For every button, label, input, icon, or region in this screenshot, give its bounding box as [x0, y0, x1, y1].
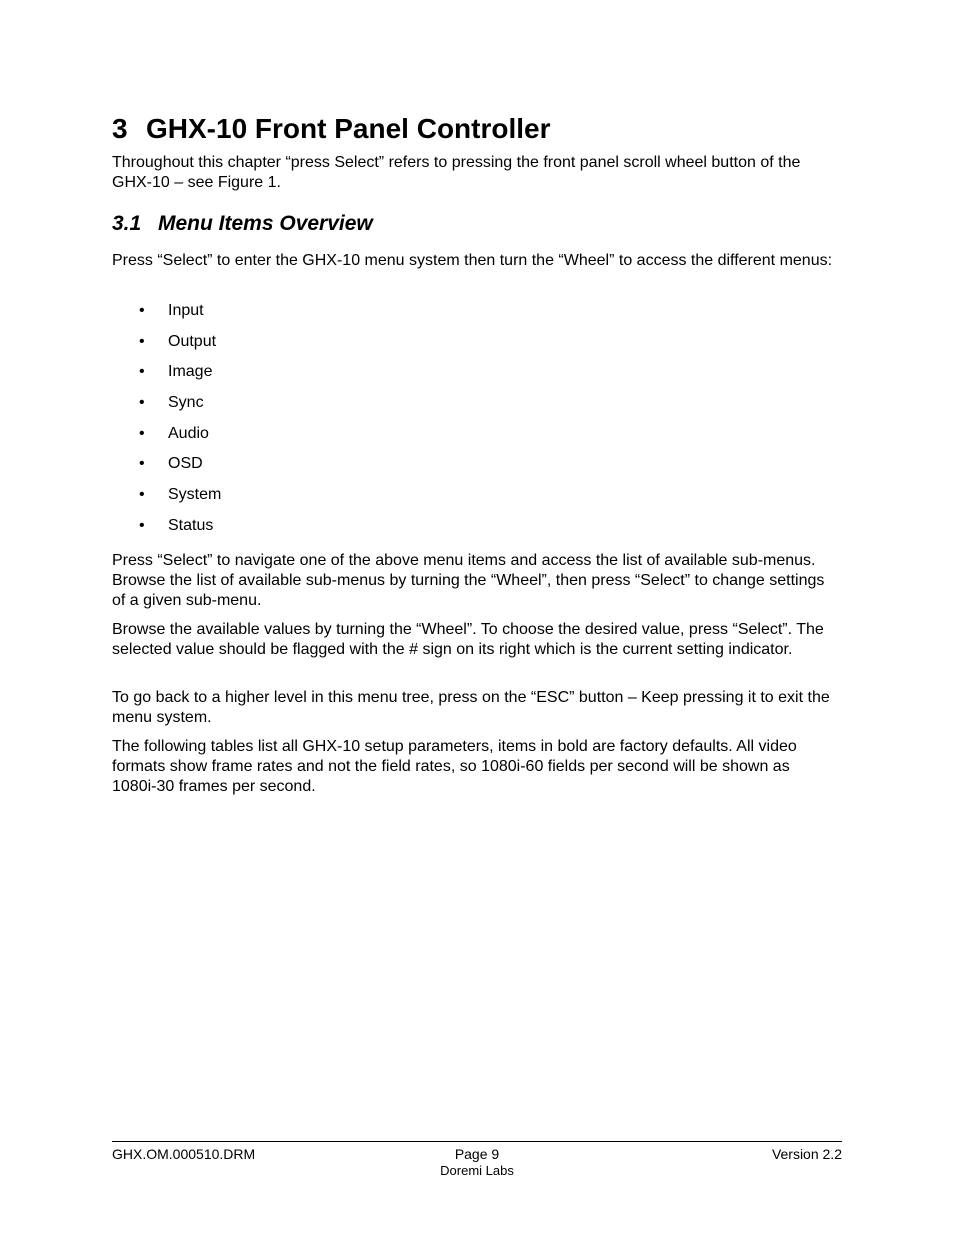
bullet-icon: •	[139, 302, 145, 319]
navigate-paragraph: Press “Select” to navigate one of the above menu items and access the list of available sub-menus. Browse the list of available sub-menus by turning the “Wheel”, then press “Select” to change settings of a given sub-menu.	[112, 552, 825, 609]
chapter-title: GHX-10 Front Panel Controller	[146, 113, 551, 144]
list-item-label: OSD	[168, 455, 203, 473]
footer-version: Version 2.2	[771, 1146, 842, 1162]
bullet-icon: •	[139, 516, 145, 534]
footer-doc-id: GHX.OM.000510.DRM	[112, 1146, 256, 1162]
list-item-label: Audio	[168, 424, 209, 442]
bullet-icon: •	[139, 363, 145, 381]
chapter-number: 3	[112, 113, 128, 144]
section-number: 3.1	[112, 212, 142, 235]
list-item-label: Output	[168, 332, 217, 350]
footer-page-number: Page 9	[454, 1146, 500, 1162]
bullet-icon: •	[139, 486, 145, 504]
bullet-icon: •	[139, 455, 145, 473]
browse-values-paragraph: Browse the available values by turning the “Wheel”. To choose the desired value, press “Select”. The selected value should be flagged with the # sign on its right which is the current setting indicator.	[112, 621, 824, 658]
bullet-icon: •	[139, 424, 145, 442]
list-item-label: Sync	[168, 394, 204, 412]
bullet-icon: •	[139, 394, 145, 412]
go-back-paragraph: To go back to a higher level in this menu tree, press on the “ESC” button – Keep pressing it to exit the menu system.	[112, 689, 830, 726]
list-item-label: Input	[168, 302, 204, 319]
list-item-label: Status	[168, 516, 214, 534]
page-footer	[112, 1141, 842, 1178]
bullet-icon: •	[139, 332, 145, 350]
list-item-label: System	[168, 486, 222, 504]
list-item-label: Image	[168, 363, 213, 381]
intro-paragraph: Throughout this chapter “press Select” refers to pressing the front panel scroll wheel button of the GHX-10 – see Figure 1.	[112, 154, 801, 191]
footer-company: Doremi Labs	[440, 1163, 514, 1178]
tables-paragraph: The following tables list all GHX-10 setup parameters, items in bold are factory defaults. All video formats show frame rates and not the field rates, so 1080i-60 fields per second will be shown as 1080i-30 frames per second.	[112, 738, 797, 795]
chapter-heading	[112, 112, 551, 146]
menu-intro-paragraph: Press “Select” to enter the GHX-10 menu system then turn the “Wheel” to access the different menus:	[112, 252, 833, 269]
section-title: Menu Items Overview	[158, 212, 373, 235]
section-heading	[112, 210, 373, 238]
